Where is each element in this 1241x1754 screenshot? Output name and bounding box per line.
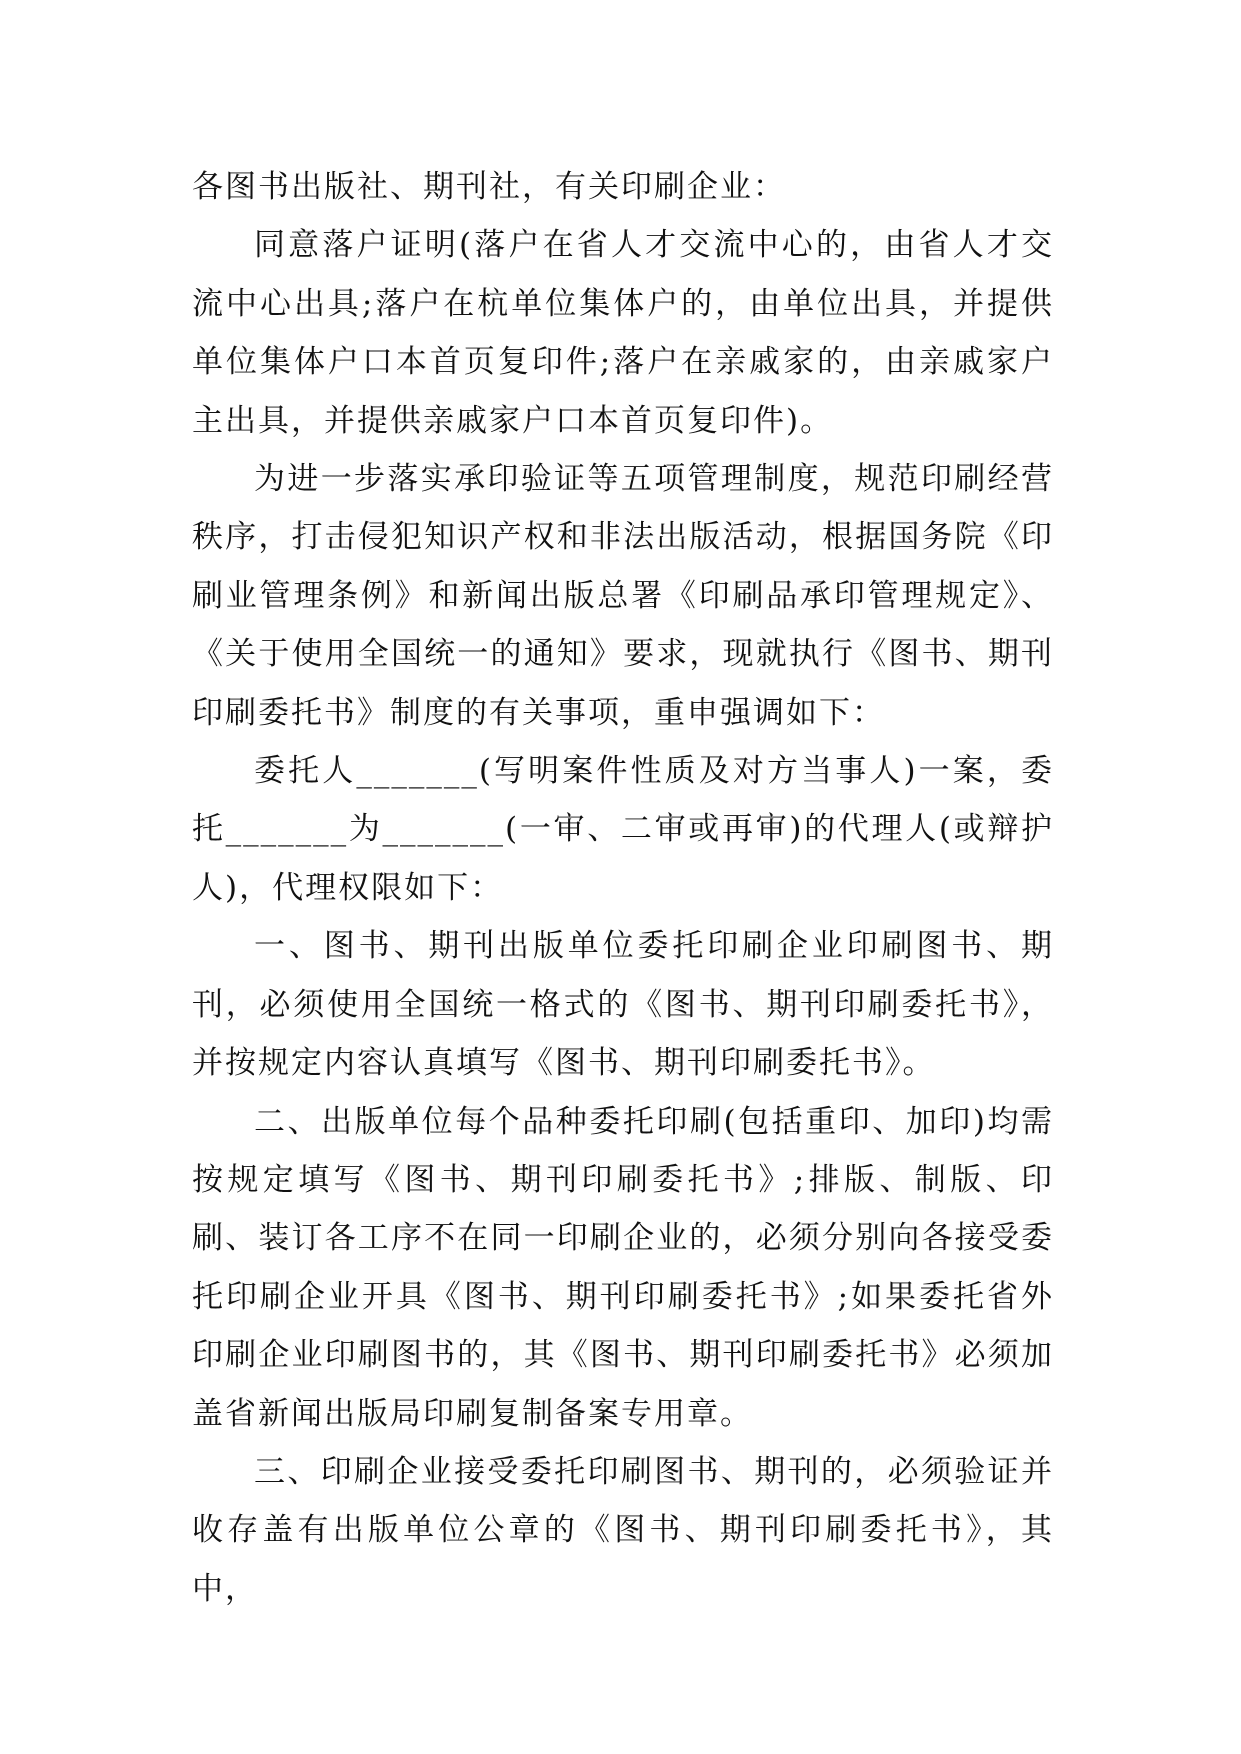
paragraph-power-of-attorney: 委托人_______(写明案件性质及对方当事人)一案，委托_______为_______(一审、二审或再审)的代理人(或辩护人)，代理权限如下： <box>192 753 1054 906</box>
document-body <box>192 158 1054 1618</box>
paragraph-residence-certificate: 同意落户证明(落户在省人才交流中心的，由省人才交流中心出具;落户在杭单位集体户的，由单位出具，并提供单位集体户口本首页复印件;落户在亲戚家的，由亲戚家户主出具，并提供亲戚家户口本首页复印件)。 <box>192 227 1054 439</box>
paragraph-purpose: 为进一步落实承印验证等五项管理制度，规范印刷经营秩序，打击侵犯知识产权和非法出版活动，根据国务院《印刷业管理条例》和新闻出版总署《印刷品承印管理规定》、《关于使用全国统一的通知》要求，现就执行《图书、期刊印刷委托书》制度的有关事项，重申强调如下： <box>192 461 1054 731</box>
paragraph-item-two: 二、出版单位每个品种委托印刷(包括重印、加印)均需按规定填写《图书、期刊印刷委托书》;排版、制版、印刷、装订各工序不在同一印刷企业的，必须分别向各接受委托印刷企业开具《图书、期刊印刷委托书》;如果委托省外印刷企业印刷图书的，其《图书、期刊印刷委托书》必须加盖省新闻出版局印刷复制备案专用章。 <box>192 1103 1054 1432</box>
salutation: 各图书出版社、期刊社，有关印刷企业： <box>192 169 786 205</box>
paragraph-item-one: 一、图书、期刊出版单位委托印刷企业印刷图书、期刊，必须使用全国统一格式的《图书、期刊印刷委托书》，并按规定内容认真填写《图书、期刊印刷委托书》。 <box>192 928 1054 1082</box>
paragraph-item-three: 三、印刷企业接受委托印刷图书、期刊的，必须验证并收存盖有出版单位公章的《图书、期刊印刷委托书》，其中， <box>192 1453 1054 1607</box>
